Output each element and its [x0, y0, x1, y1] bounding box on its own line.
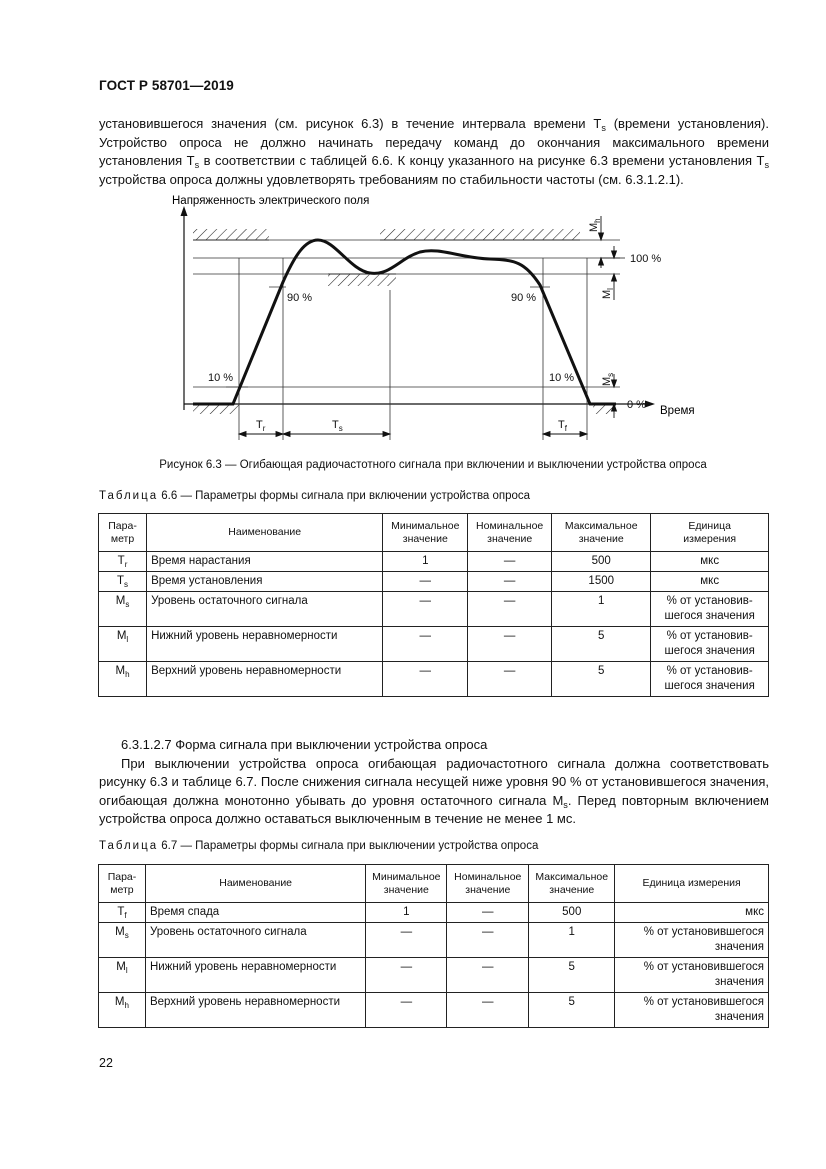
level-arrows — [599, 216, 626, 418]
label-tr: $T_r$ — [256, 419, 266, 433]
cell-nom: — — [468, 552, 552, 572]
label-ml: $M_l$ — [601, 288, 615, 299]
cell-nom: — — [468, 627, 552, 662]
table-row — [99, 627, 769, 662]
cell-param: $T_f$ — [99, 903, 146, 923]
cell-nom: — — [447, 958, 529, 993]
cell-min: — — [366, 958, 447, 993]
cell-max: 500 — [529, 903, 615, 923]
cell-max: 5 — [552, 662, 651, 697]
table-6-6-caption: Таблица 6.6 — Параметры формы сигнала при включении устройства опроса — [99, 490, 531, 502]
cell-min: — — [383, 627, 468, 662]
cell-max: 5 — [552, 627, 651, 662]
cell-param: $M_h$ — [99, 993, 146, 1028]
col-header-param: Пара- метр — [99, 865, 146, 903]
table-row — [99, 993, 769, 1028]
label-ms: $M_s$ — [601, 372, 615, 386]
cell-unit: мкс — [615, 903, 769, 923]
cell-unit: % от установившегося значения — [615, 958, 769, 993]
col-header-min: Минимальное значение — [383, 514, 468, 552]
cell-name: Время нарастания — [147, 552, 383, 572]
col-header-min: Минимальное значение — [366, 865, 447, 903]
col-header-param: Пара- метр — [99, 514, 147, 552]
time-guide-lines — [239, 258, 587, 440]
col-header-unit: Единица измерения — [651, 514, 769, 552]
label-0-percent: 0 % — [627, 399, 646, 411]
label-100-percent: 100 % — [630, 253, 662, 265]
y-axis — [181, 206, 188, 410]
cell-max: 1 — [529, 923, 615, 958]
cell-name: Время спада — [145, 903, 365, 923]
table-6-7 — [98, 864, 769, 1028]
cell-min: — — [366, 993, 447, 1028]
cell-name: Уровень остаточного сигнала — [145, 923, 365, 958]
col-header-unit: Единица измерения — [615, 865, 769, 903]
col-header-max: Максимальное значение — [529, 865, 615, 903]
cell-unit: % от установившегося значения — [615, 993, 769, 1028]
signal-envelope-figure — [0, 0, 826, 460]
cell-max: 5 — [529, 958, 615, 993]
cell-min: — — [366, 923, 447, 958]
cell-min: — — [383, 572, 468, 592]
y-axis-label: Напряженность электрического поля — [172, 195, 370, 207]
cell-param: $M_l$ — [99, 627, 147, 662]
table-row — [99, 903, 769, 923]
table-row — [99, 552, 769, 572]
label-90-right: 90 % — [511, 292, 537, 304]
cell-nom: — — [447, 903, 529, 923]
table-row — [99, 662, 769, 697]
cell-nom: — — [447, 923, 529, 958]
cell-param: $M_l$ — [99, 958, 146, 993]
cell-max: 500 — [552, 552, 651, 572]
table-row — [99, 958, 769, 993]
limit-hatching — [193, 229, 616, 414]
x-axis — [184, 401, 655, 408]
cell-unit: % от установив- шегося значения — [651, 662, 769, 697]
table-row — [99, 923, 769, 958]
cell-min: — — [383, 592, 468, 627]
section-body: При выключении устройства опроса огибающая радиочастотного сигнала должна соответствовать рисунку 6.3 и таблице 6.7. После снижения сигнала несущей ниже уровня 90 % от установившегося значения, огибающая должна монотонно убывать до уровня остаточного сигнала $M_s$. Перед повторным включением устройства опроса должно оставаться выключенным в течение не менее 1 мс. — [99, 755, 769, 826]
table-6-6-body — [99, 552, 769, 697]
interval-arrows — [239, 432, 587, 437]
cell-nom: — — [447, 993, 529, 1028]
figure-caption: Рисунок 6.3 — Огибающая радиочастотного сигнала при включении и выключении устройства опроса — [159, 459, 707, 471]
cell-name: Время установления — [147, 572, 383, 592]
cell-param: $M_s$ — [99, 923, 146, 958]
label-90-left: 90 % — [287, 292, 313, 304]
cell-name: Уровень остаточного сигнала — [147, 592, 383, 627]
cell-nom: — — [468, 662, 552, 697]
cell-name: Верхний уровень неравномерности — [145, 993, 365, 1028]
label-mh: $M_h$ — [588, 218, 602, 232]
col-header-max: Максимальное значение — [552, 514, 651, 552]
table-6-6 — [98, 513, 769, 697]
cell-name: Верхний уровень неравномерности — [147, 662, 383, 697]
x-axis-label: Время — [660, 405, 695, 417]
label-10-right: 10 % — [549, 372, 575, 384]
col-header-name: Наименование — [147, 514, 383, 552]
cell-param: $T_r$ — [99, 552, 147, 572]
cell-unit: % от установив- шегося значения — [651, 592, 769, 627]
cell-min: — — [383, 662, 468, 697]
cell-name: Нижний уровень неравномерности — [147, 627, 383, 662]
cell-nom: — — [468, 592, 552, 627]
cell-unit: мкс — [651, 552, 769, 572]
cell-unit: мкс — [651, 572, 769, 592]
cell-param: $M_h$ — [99, 662, 147, 697]
label-ts: $T_s$ — [332, 419, 343, 433]
cell-param: $T_s$ — [99, 572, 147, 592]
cell-name: Нижний уровень неравномерности — [145, 958, 365, 993]
col-header-name: Наименование — [145, 865, 365, 903]
cell-unit: % от установившегося значения — [615, 923, 769, 958]
intro-paragraph: установившегося значения (см. рисунок 6.3) в течение интервала времени $T_s$ (времени установления). Устройство опроса не должно начинать передачу команд до окончания максимального времени установления $T_s$ в соответствии с таблицей 6.6. К концу указанного на рисунке 6.3 времени установления $T_s$ устройства опроса должны удовлетворять требованиям по стабильности частоты (см. 6.3.1.2.1). — [99, 116, 770, 187]
col-header-nom: Номинальное значение — [447, 865, 529, 903]
table-6-7-body — [99, 903, 769, 1028]
table-row — [99, 572, 769, 592]
document-header: ГОСТ Р 58701—2019 — [99, 78, 234, 93]
reference-lines — [193, 240, 620, 387]
section-heading: 6.3.1.2.7 Форма сигнала при выключении устройства опроса — [121, 737, 488, 752]
cell-unit: % от установив- шегося значения — [651, 627, 769, 662]
page-number: 22 — [99, 1056, 113, 1070]
cell-nom: — — [468, 572, 552, 592]
label-10-left: 10 % — [208, 372, 234, 384]
cell-max: 1 — [552, 592, 651, 627]
table-6-7-caption: Таблица 6.7 — Параметры формы сигнала при выключении устройства опроса — [99, 840, 539, 852]
cell-max: 1500 — [552, 572, 651, 592]
cell-min: 1 — [383, 552, 468, 572]
cell-min: 1 — [366, 903, 447, 923]
cell-param: $M_s$ — [99, 592, 147, 627]
label-tf: $T_f$ — [558, 419, 567, 433]
table-row — [99, 592, 769, 627]
section-6-3-1-2-7 — [99, 736, 769, 829]
col-header-nom: Номинальное значение — [468, 514, 552, 552]
cell-max: 5 — [529, 993, 615, 1028]
